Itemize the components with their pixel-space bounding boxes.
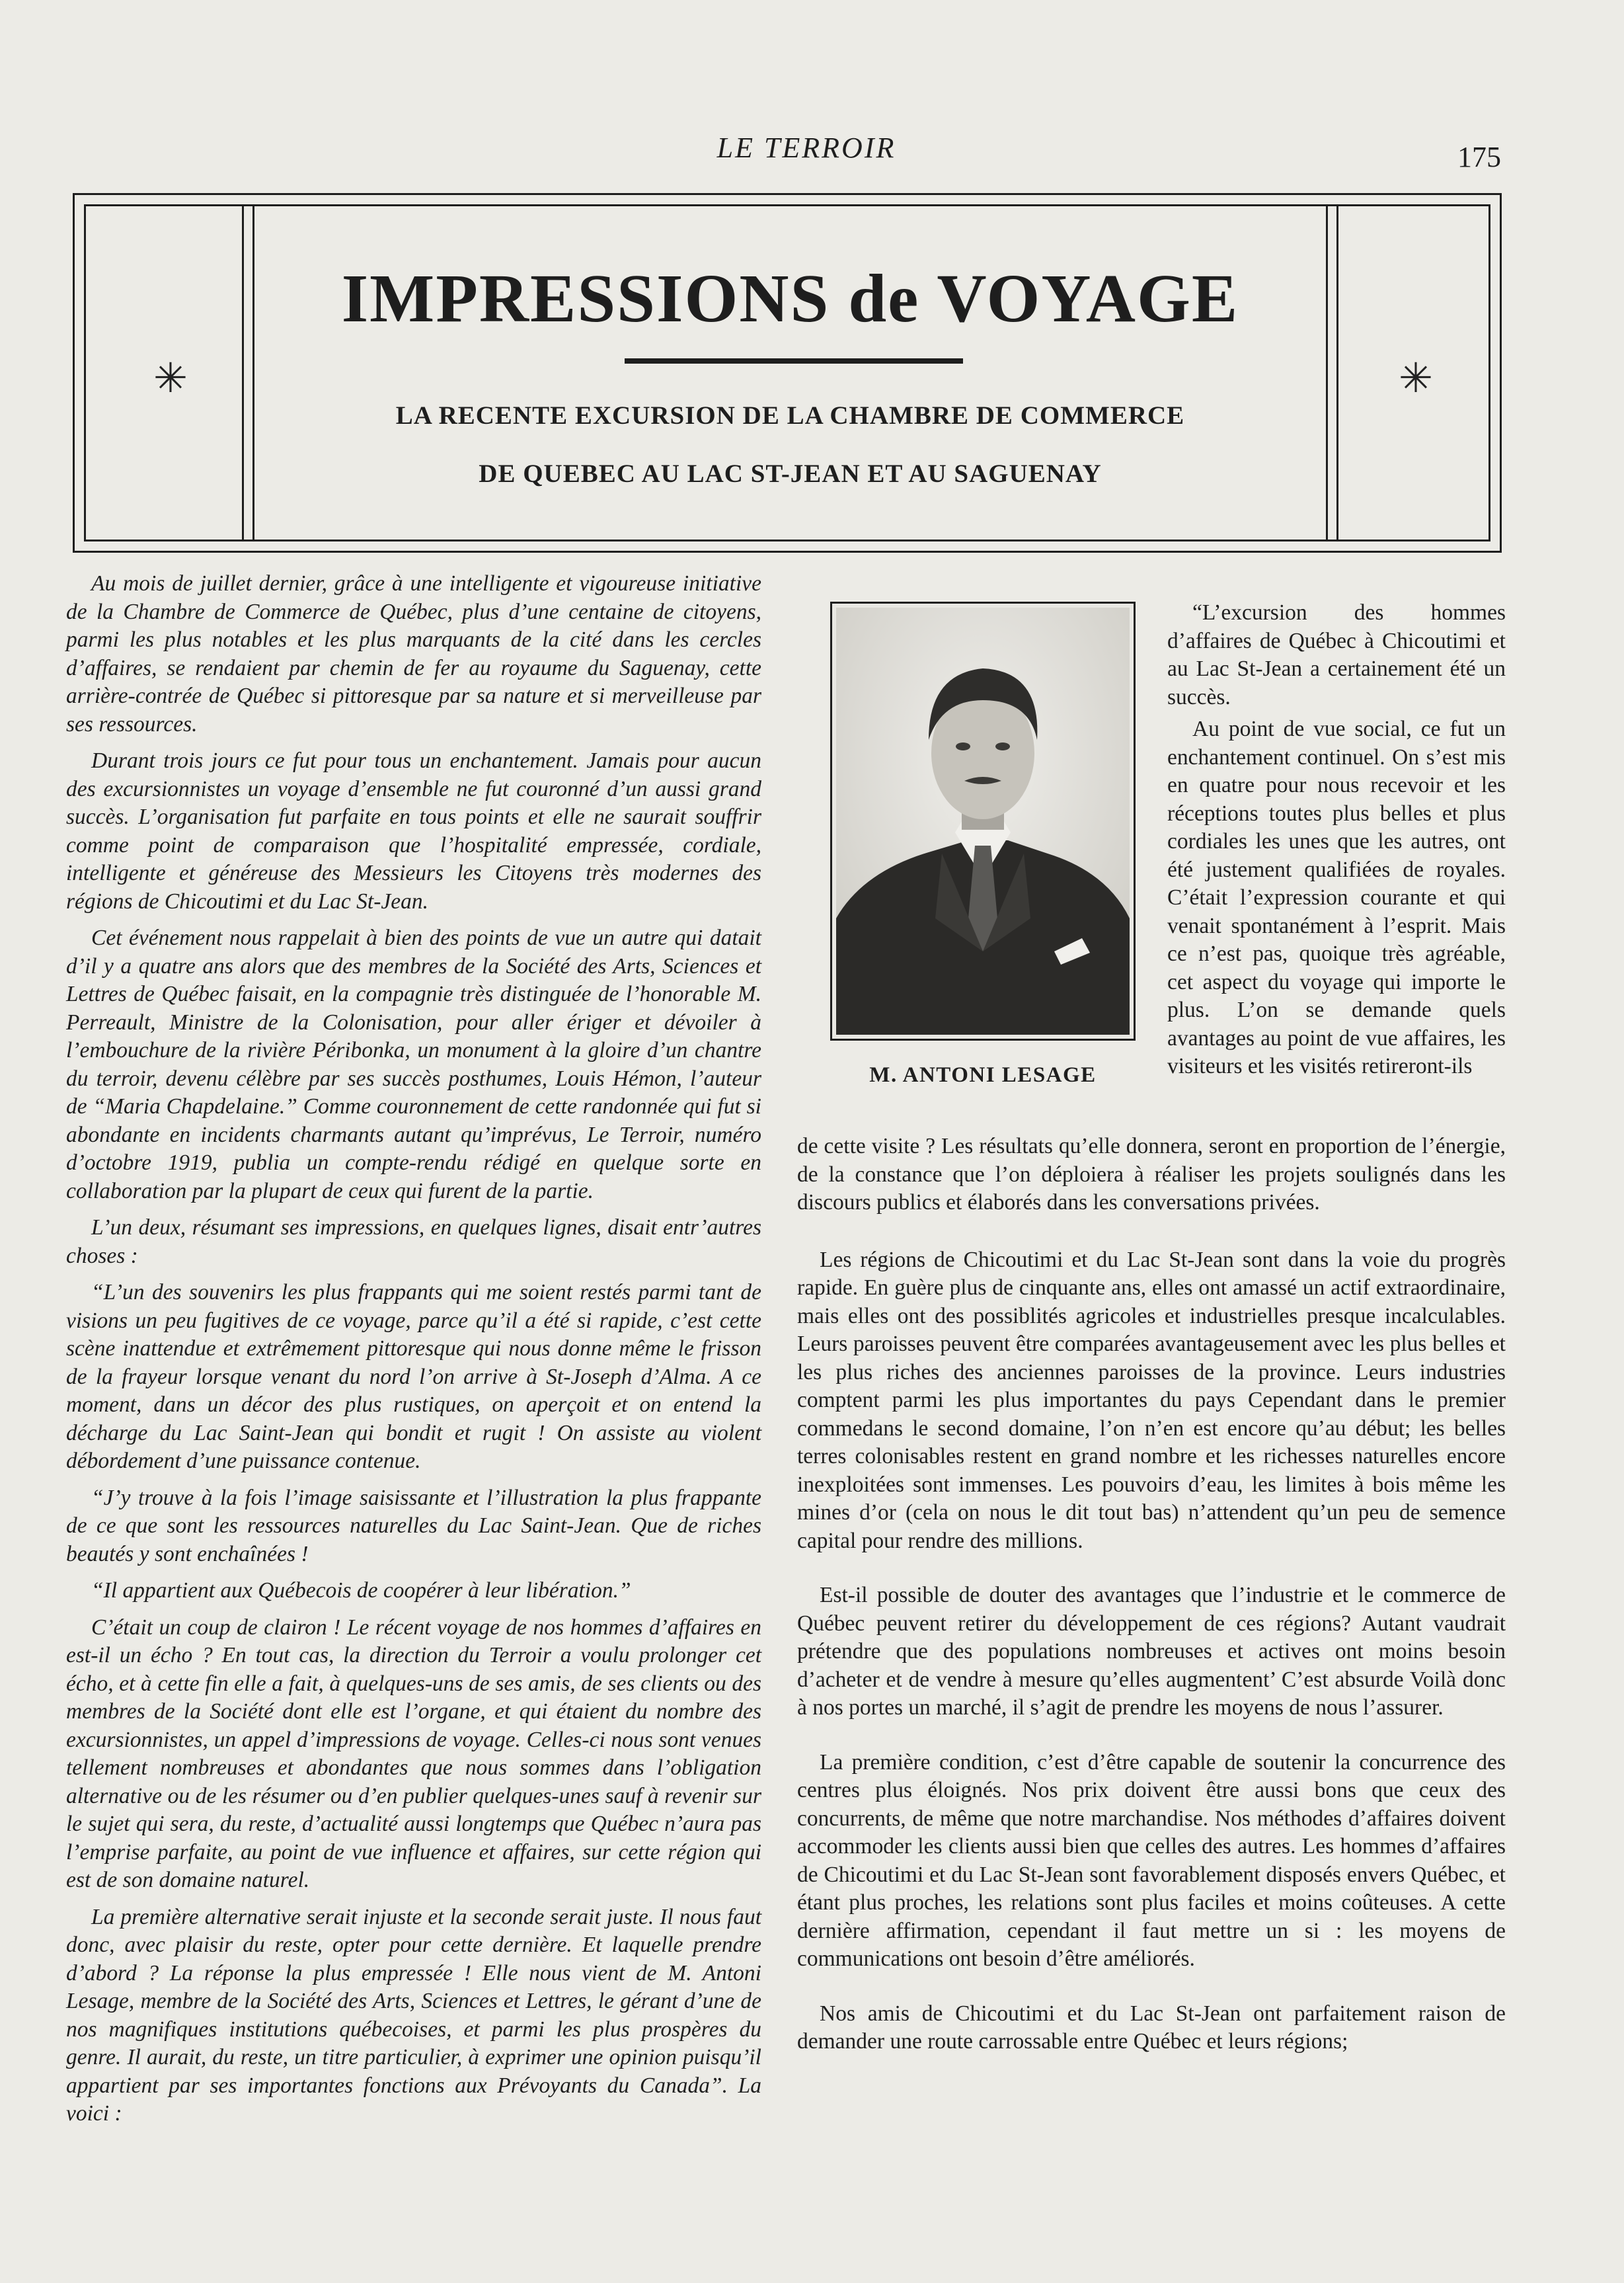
photo-caption: M. ANTONI LESAGE xyxy=(869,1063,1097,1087)
title-underline-rule xyxy=(625,358,963,364)
article-title: IMPRESSIONS de VOYAGE xyxy=(341,260,1239,337)
paragraph: Durant trois jours ce fut pour tous un enchantement. Jamais pour aucun des excursionnistes un voyage d’ensemble ne fut couronné d’un aussi grand succès. L’organisation fut parfaite en tous points et elle ne saurait souffrir comme point de comparaison que l’hospitalité empressée, cordiale, intelligente et généreuse des Messieurs les Citoyens très modernes des régions de Chicoutimi et du Lac St-Jean. xyxy=(66,748,761,914)
paragraph: Les régions de Chicoutimi et du Lac St-Jean sont dans la voie du progrès rapide. En guère plus de cinquante ans, elles ont amassé un actif extraordinaire, mais elles ont des possiblités agricoles et industrielles presque incalculables. Leurs paroisses peuvent être comparées avantageusement avec les plus belles et les plus riches des anciennes paroisses de la province. Leurs industries comptent parmi les plus importantes du pays Cependant dans le premier commedans le second domaine, l’on n’en est encore qu’au début; les belles terres colonisables restent en grand nombre et les richesses naturelles encore inexploitées sont immenses. Les pouvoirs d’eau, les limites à bois même les mines d’or (cela on nous le dit tout bas) n’attendent qu’un peu de semence capital pour rendre des millions. xyxy=(797,1247,1506,1553)
page-number: 175 xyxy=(1457,141,1501,173)
article-subtitle-line-1: LA RECENTE EXCURSION DE LA CHAMBRE DE COMMERCE xyxy=(395,401,1185,430)
article-title-frame xyxy=(73,193,1502,553)
paragraph: La première condition, c’est d’être capable de soutenir la concurrence des centres plus éloignés. Nos prix doivent être aussi bons que ceux des concurrents, de même que notre marchandise. Nos méthodes d’affaires doivent accommoder les clients aussi bien que celles des autres. Les hommes d’affaires de Chicoutimi et du Lac St-Jean sont favorablement disposés envers Québec, et étant plus proches, les relations sont plus faciles et moins coûteuses. A cette dernière affirmation, cependant il faut mettre un si : les moyens de communications ont besoin d’être améliorés. xyxy=(797,1749,1506,1971)
article-left-column xyxy=(66,570,761,2137)
portrait-photo xyxy=(830,602,1136,1041)
running-header-title: LE TERROIR xyxy=(716,132,896,164)
quote-paragraph: “L’un des souvenirs les plus frappants qui me soient restés parmi tant de visions un peu fugitives de ce voyage, parce qu’il a été si rapide, c’est cette scène inattendue et extrêmement pittoresque qui nous donne même le frisson de la frayeur lorsque venant du nord l’on arrive à St-Joseph d’Alma. A ce moment, dans un décor des plus rustiques, on aperçoit et on entend la décharge du Lac Saint-Jean qui bondit et rugit ! On assiste au violent débordement d’une puissance contenue. xyxy=(66,1280,761,1473)
portrait-image xyxy=(836,608,1130,1035)
paragraph: Au point de vue social, ce fut un enchantement continuel. On s’est mis en quatre pour nous recevoir et les réceptions toutes plus belles et plus cordiales les unes que les autres, ont été justement qualifiées de royales. C’était l’expression courante et qui venait spontanément à l’esprit. Mais ce n’est pas, quoique très agréable, cet aspect du voyage qui importe le plus. L’on se demande quels avantages au point de vue affaires, les visiteurs et les visités retireront-ils xyxy=(1167,717,1506,1078)
asterisk-ornament-icon: ✳ xyxy=(153,356,188,401)
paragraph: de cette visite ? Les résultats qu’elle donnera, seront en proportion de l’énergie, de la constance que l’on déploiera à réaliser les projets soulignés dans les discours publics et élaborés dans les conversations privées. xyxy=(797,1134,1506,1215)
quote-paragraph: “Il appartient aux Québecois de coopérer à leur libération.” xyxy=(91,1578,631,1603)
asterisk-ornament-icon: ✳ xyxy=(1399,356,1433,401)
paragraph: La première alternative serait injuste et la seconde serait juste. Il nous faut donc, avec plaisir du reste, opter pour cette dernière. Et laquelle prendre d’abord ? La réponse la plus empressée ! Elle nous vient de M. Antoni Lesage, membre de la Société des Arts, Sciences et Lettres, le gérant d’une de nos magnifiques institutions québecoises, et parmi les plus prospères du genre. Il aurait, du reste, un titre particulier, à exprimer une opinion puisqu’il appartient par ses importantes fonctions aux Prévoyants du Canada”. La voici : xyxy=(66,1904,761,2126)
title-frame-inner-border xyxy=(84,204,1490,541)
quote-paragraph: “J’y trouve à la fois l’image saisissante et l’illustration la plus frappante de ce que sont les ressources naturelles du Lac Saint-Jean. Que de riches beautés y sont enchaînées ! xyxy=(66,1485,761,1566)
article-subtitle-line-2: DE QUEBEC AU LAC ST-JEAN ET AU SAGUENAY xyxy=(479,460,1102,488)
paragraph: Nos amis de Chicoutimi et du Lac St-Jean ont parfaitement raison de demander une route carrossable entre Québec et leurs régions; xyxy=(797,2001,1506,2054)
title-block xyxy=(254,206,1326,540)
article-right-narrow-column xyxy=(1167,599,1506,1085)
frame-divider-right-outer xyxy=(1336,206,1338,540)
frame-divider-right-inner xyxy=(1326,206,1328,540)
paragraph: C’était un coup de clairon ! Le récent voyage de nos hommes d’affaires en est-il un écho ? En tout cas, la direction du Terroir a voulu prolonger cet écho, et à cette fin elle a fait, à quelques-uns de ses amis, de ses clients ou des membres de la Société dont elle est l’organe, et qui étaient du nombre des excursionnistes, un appel d’impressions de voyage. Celles-ci nous sont venues tellement nombreuses et abondantes que nous sommes dans l’obligation alternative ou de les résumer ou d’en publier quelques-unes sauf à revenir sur le sujet qui sera, du reste, d’actualité aussi longtemps que Québec n’aura pas l’emprise parfaite, au point de vue influence et affaires, sur cette région qui est de son domaine naturel. xyxy=(66,1615,761,1892)
paragraph: Cet événement nous rappelait à bien des points de vue un autre qui datait d’il y a quatre ans alors que des membres de la Société des Arts, Sciences et Lettres de Québec faisait, en la compagnie très distinguée de l’honorable M. Perreault, Ministre de la Colonisation, pour aller ériger et dévoiler à l’embouchure de la rivière Péribonka, un monument à la gloire d’un chantre du terroir, devenu célèbre par ses succès posthumes, Louis Hémon, l’auteur de “Maria Chapdelaine.” Comme couronnement de cette randonnée qui fut si abondante en incidents charmants autant qu’imprévus, Le Terroir, numéro d’octobre 1919, publia un compte-rendu rédigé en quelque sorte en collaboration par la plupart de ceux qui furent de la partie. xyxy=(66,926,761,1203)
article-right-wide-column xyxy=(797,1133,1506,2083)
frame-divider-left-outer xyxy=(242,206,244,540)
paragraph: Au mois de juillet dernier, grâce à une intelligente et vigoureuse initiative de la Chambre de Commerce de Québec, plus d’une centaine de citoyens, parmi les plus notables et les plus marquants de la cité dans les cercles d’affaires, se rendaient par chemin de fer au royaume du Saguenay, cette arrière-contrée de Québec si pittoresque par sa nature et si merveilleuse par ses ressources. xyxy=(66,571,761,737)
paragraph: L’un deux, résumant ses impressions, en quelques lignes, disait entr’autres choses : xyxy=(66,1215,761,1268)
paragraph: Est-il possible de douter des avantages que l’industrie et le commerce de Québec peuvent retirer du développement de ces régions? Autant vaudrait prétendre que des populations nombreuses et actives ont moins besoin d’acheter et de vendre à mesure qu’elles augmentent’ C’est absurde Voilà donc à nos portes un marché, il s’agit de prendre les moyens de nous l’assurer. xyxy=(797,1583,1506,1720)
paragraph: “L’excursion des hommes d’affaires de Québec à Chicoutimi et au Lac St-Jean a certainement été un succès. xyxy=(1167,600,1506,709)
